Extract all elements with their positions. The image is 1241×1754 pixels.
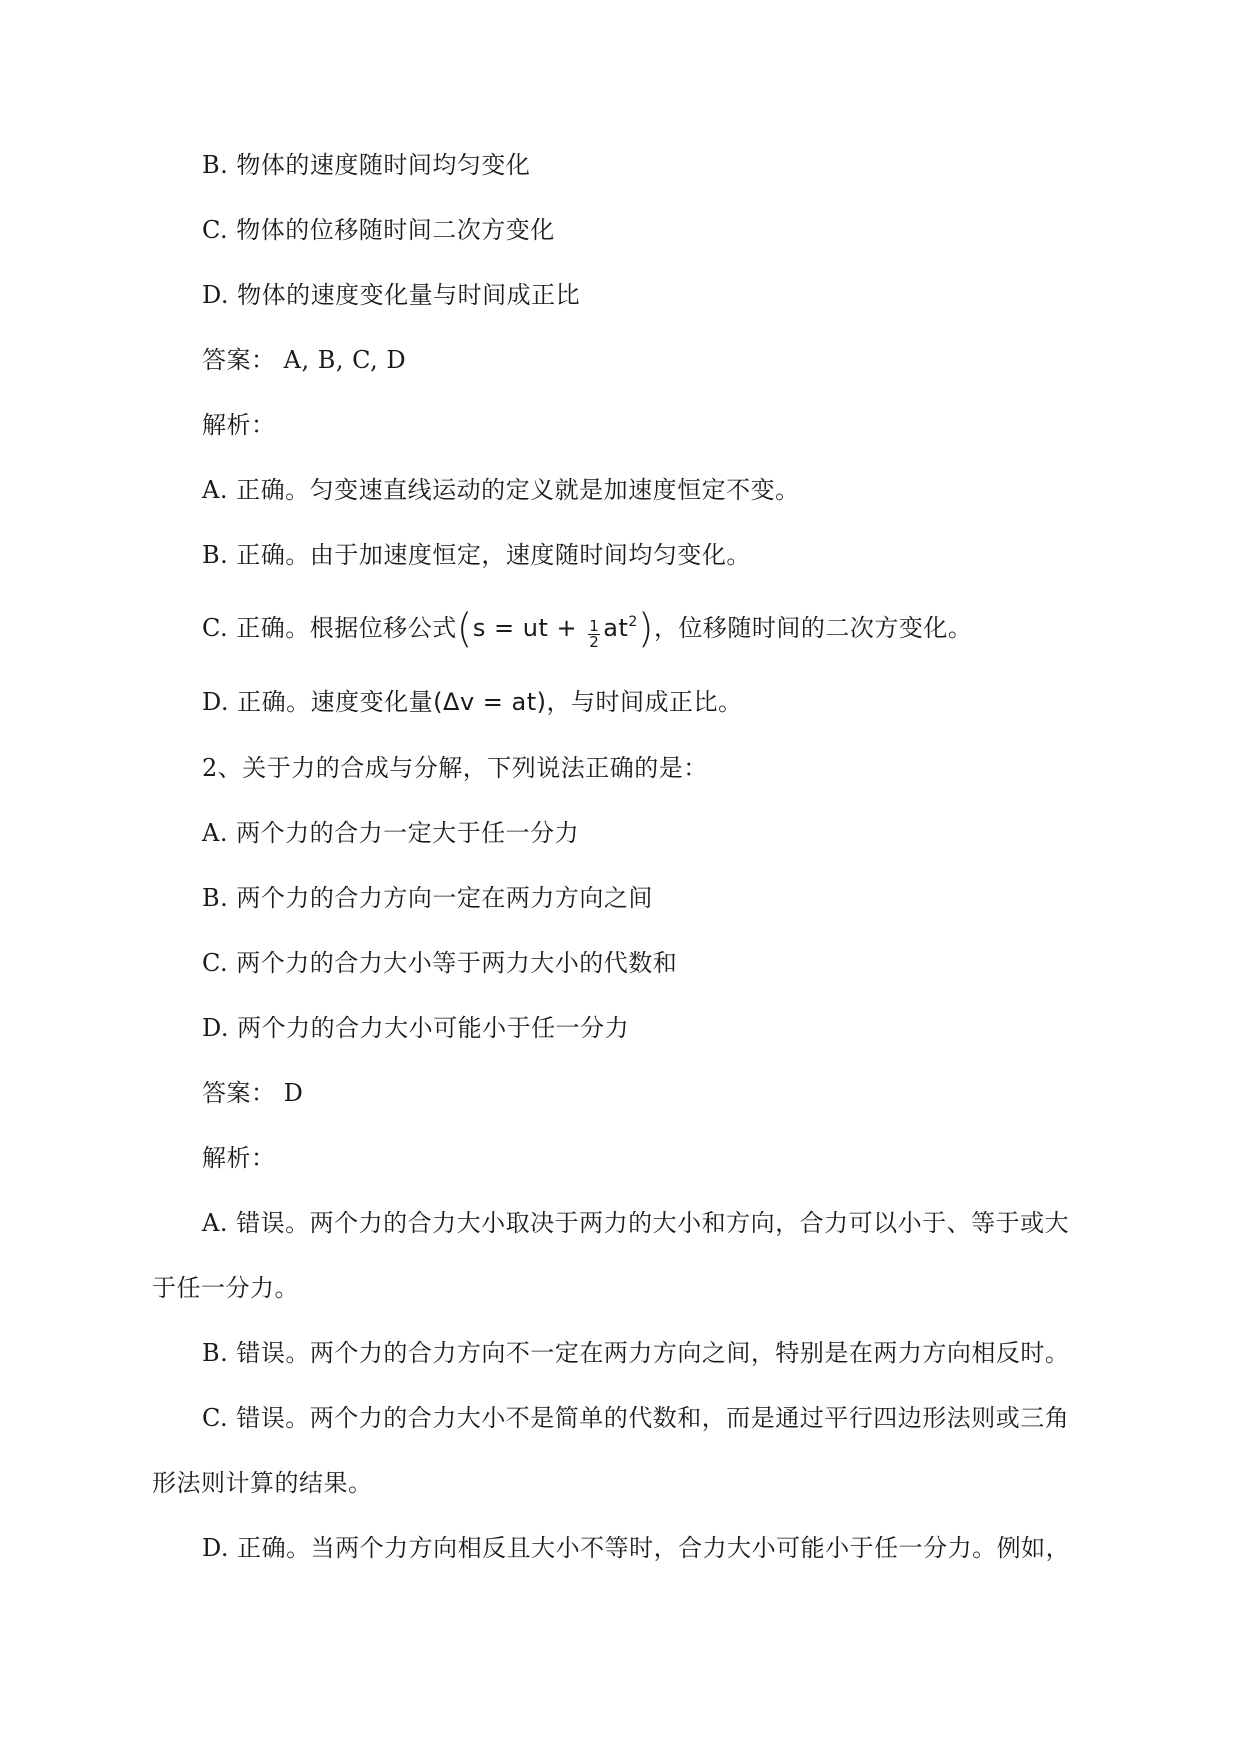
- formula-right: at: [603, 614, 629, 642]
- fraction-denominator: 2: [589, 633, 600, 651]
- q1-option-c: C. 物体的位移随时间二次方变化: [202, 216, 555, 244]
- q1-analysis-c-suffix: ，位移随时间的二次方变化。: [653, 614, 973, 642]
- q2-option-a: A. 两个力的合力一定大于任一分力: [202, 819, 580, 847]
- q2-analysis-c-line2: 形法则计算的结果。: [152, 1469, 373, 1497]
- q1-analysis-a: A. 正确。匀变速直线运动的定义就是加速度恒定不变。: [202, 476, 800, 504]
- q2-analysis-d-line1: D. 正确。当两个力方向相反且大小不等时，合力大小可能小于任一分力。例如，: [202, 1534, 1071, 1562]
- q2-analysis-a-line2: 于任一分力。: [152, 1274, 299, 1302]
- q1-analysis-d-suffix: ，与时间成正比。: [546, 688, 743, 716]
- q1-analysis-b: B. 正确。由于加速度恒定，速度随时间均匀变化。: [202, 541, 751, 569]
- q1-analysis-label: 解析：: [202, 411, 276, 439]
- formula-left: s = ut +: [472, 614, 586, 642]
- q2-analysis-b: B. 错误。两个力的合力方向不一定在两力方向之间，特别是在两力方向相反时。: [202, 1339, 1070, 1367]
- displacement-formula: [472, 614, 638, 651]
- q1-analysis-d: [202, 686, 743, 718]
- velocity-change-formula: (Δv = at): [433, 688, 547, 716]
- formula-exponent: 2: [628, 614, 638, 630]
- q2-analysis-c-line1: C. 错误。两个力的合力大小不是简单的代数和，而是通过平行四边形法则或三角: [202, 1404, 1070, 1432]
- q2-answer: 答案： D: [202, 1079, 304, 1107]
- q2-analysis-a-line1: A. 错误。两个力的合力大小取决于两力的大小和方向，合力可以小于、等于或大: [202, 1209, 1070, 1237]
- q2-question: 2、关于力的合成与分解，下列说法正确的是：: [202, 754, 708, 782]
- fraction-one-half: [588, 619, 600, 650]
- q1-analysis-c: [202, 606, 973, 652]
- formula-close-paren: ): [637, 606, 654, 652]
- q2-analysis-label: 解析：: [202, 1144, 276, 1172]
- q1-option-d: D. 物体的速度变化量与时间成正比: [202, 281, 581, 309]
- q1-analysis-d-prefix: D. 正确。速度变化量: [202, 688, 434, 716]
- q1-answer: 答案： A, B, C, D: [202, 346, 407, 374]
- q2-option-d: D. 两个力的合力大小可能小于任一分力: [202, 1014, 630, 1042]
- fraction-numerator: 1: [589, 617, 600, 635]
- q2-option-b: B. 两个力的合力方向一定在两力方向之间: [202, 884, 653, 912]
- formula-open-paren: (: [456, 606, 473, 652]
- q1-option-b: B. 物体的速度随时间均匀变化: [202, 151, 531, 179]
- q2-option-c: C. 两个力的合力大小等于两力大小的代数和: [202, 949, 678, 977]
- q1-analysis-c-prefix: C. 正确。根据位移公式: [202, 614, 457, 642]
